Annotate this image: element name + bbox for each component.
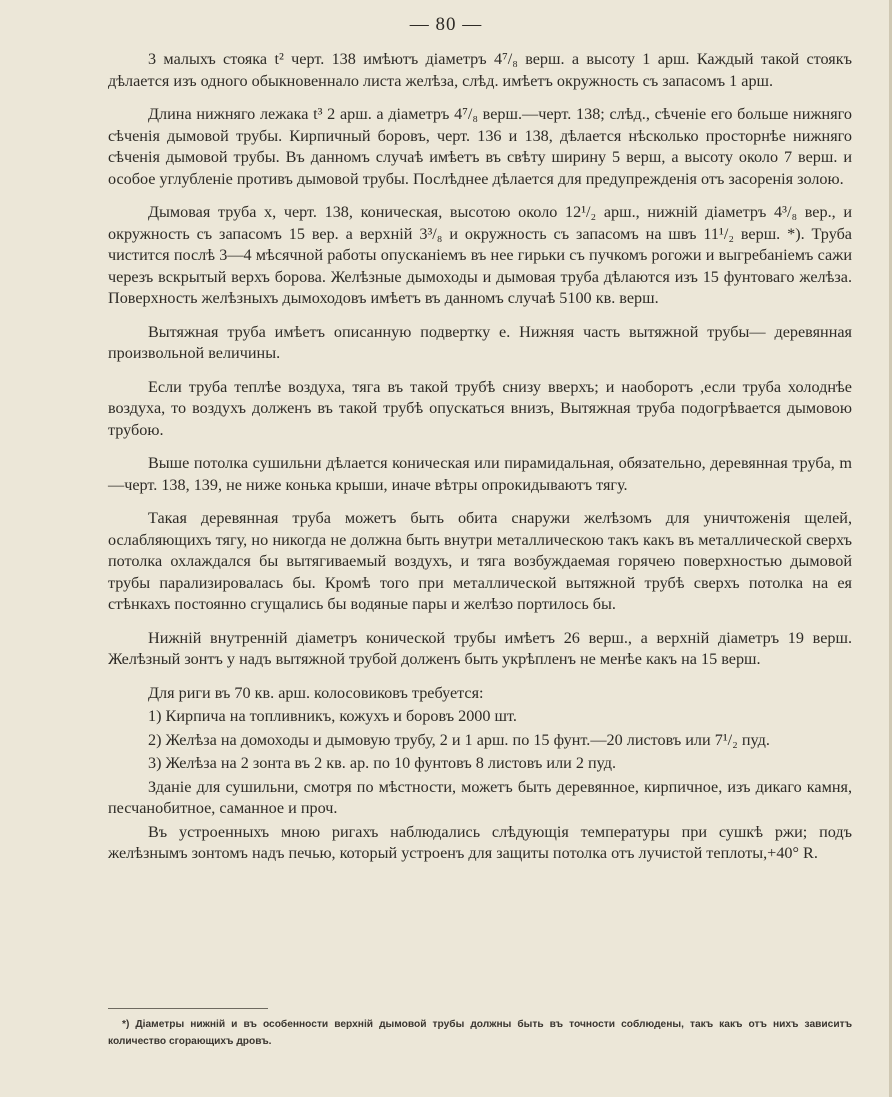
materials-list-item: 3) Желѣза на 2 зонта въ 2 кв. ар. по 10 фунтовъ 8 листовъ или 2 пуд. <box>148 754 617 772</box>
paragraph-draft: Если труба теплѣе воздуха, тяга въ такой трубѣ снизу вверхъ; и наоборотъ ,если труба холоднѣе воздуха, то воздухъ долженъ въ такой трубѣ опускаться внизъ, Вытяжная труба подогрѣвается дымовою трубою. <box>108 377 852 439</box>
body-text <box>108 49 852 877</box>
paragraph-smoke-pipe: Дымовая труба x, черт. 138, коническая, высотою около 12¹/₂ арш., нижній діаметръ 4³/₈ вер., и окружность съ запасомъ 15 вер. а верхній 3³/₈ и окружность съ запасомъ на швъ 11¹/₂ верш. *). Труба чистится послѣ 3—4 мѣсячной работы опусканіемъ въ нее гирьки съ пучкомъ рогожи и выгребаніемъ сажи черезъ вскрытый верхъ борова. Желѣзные дымоходы и дымовая труба дѣлаются изъ 15 фунтоваго желѣза. Поверхность желѣзныхъ дымоходовъ имѣетъ въ данномъ случаѣ 5100 кв. верш. <box>108 203 852 307</box>
paragraph-temperatures: Въ устроенныхъ мною ригахъ наблюдались слѣдующія температуры при сушкѣ ржи; подъ желѣзнымъ зонтомъ надъ печью, который устроенъ для защиты потолка отъ лучистой теплоты,+40° R. <box>108 822 852 862</box>
page-number: — 80 — <box>409 14 483 35</box>
paragraph-lower-flue: Длина нижняго лежака t³ 2 арш. а діаметръ 4⁷/₈ верш.—черт. 138; слѣд., сѣченіе его больше нижняго сѣченія дымовой трубы. Кирпичный боровъ, черт. 136 и 138, дѣлается нѣсколько просторнѣе нижняго сѣченія дымовой трубы. Въ данномъ случаѣ имѣетъ въ свѣту ширину 5 верш, а высоту около 7 верш. и особое углубленіе противъ дымовой трубы. Послѣднее дѣлается для предупрежденія отъ засоренія золою. <box>108 105 852 188</box>
paragraph-above-ceiling: Выше потолка сушильни дѣлается коническая или пирамидальная, обязательно, деревянная труба, m—черт. 138, 139, не ниже конька крыши, иначе вѣтры опрокидываютъ тягу. <box>108 454 852 494</box>
footnote: *) Діаметры нижній и въ особенности верхній дымовой трубы должны быть въ точности соблюдены, такъ какъ отъ нихъ зависитъ количество сгорающихъ дровъ. <box>108 1019 852 1047</box>
paragraph-wooden-pipe: Такая деревянная труба можетъ быть обита снаружи желѣзомъ для уничтоженія щелей, ослабляющихъ тягу, но никогда не должна быть внутри металлическою такъ какъ въ металлической сверхъ потолка охлаждался бы вытягиваемый воздухъ, и тяга возбуждаемая горячею поверхностью дымовой трубы парализировалась бы. Кромѣ того при металлической вытяжной трубѣ сверхъ потолка на ея стѣнкахъ постоянно сгущались бы водяные пары и желѣзо портилось бы. <box>108 509 852 613</box>
paragraph-diameter: Нижній внутренній діаметръ конической трубы имѣетъ 26 верш., а верхній діаметръ 19 верш. Желѣзный зонтъ y надъ вытяжной трубой долженъ быть укрѣпленъ не менѣе какъ на 15 верш. <box>108 628 852 668</box>
footnote-divider <box>108 1008 268 1009</box>
paragraph-chimney-posts: 3 малыхъ стояка t² черт. 138 имѣютъ діаметръ 4⁷/₈ верш. а высоту 1 арш. Каждый такой стоякъ дѣлается изъ одного обыкновеннало листа желѣза, слѣд. имѣетъ окружность съ запасомъ 1 арш. <box>108 50 852 90</box>
materials-list-item: 2) Желѣза на домоходы и дымовую трубу, 2 и 1 арш. по 15 фунт.—20 листовъ или 7¹/₂ пуд. <box>148 730 770 749</box>
materials-list-item: 1) Кирпича на топливникъ, кожухъ и боровъ 2000 шт. <box>148 707 517 725</box>
paragraph-exhaust-pipe: Вытяжная труба имѣетъ описанную подвертку e. Нижняя часть вытяжной трубы— деревянная произвольной величины. <box>108 322 852 362</box>
paragraph-building-material: Зданіе для сушильни, смотря по мѣстности, можетъ быть деревянное, кирпичное, изъ дикаго камня, песчанобитное, саманное и проч. <box>108 777 852 817</box>
materials-list-intro: Для риги въ 70 кв. арш. колосовиковъ требуется: <box>148 683 484 702</box>
